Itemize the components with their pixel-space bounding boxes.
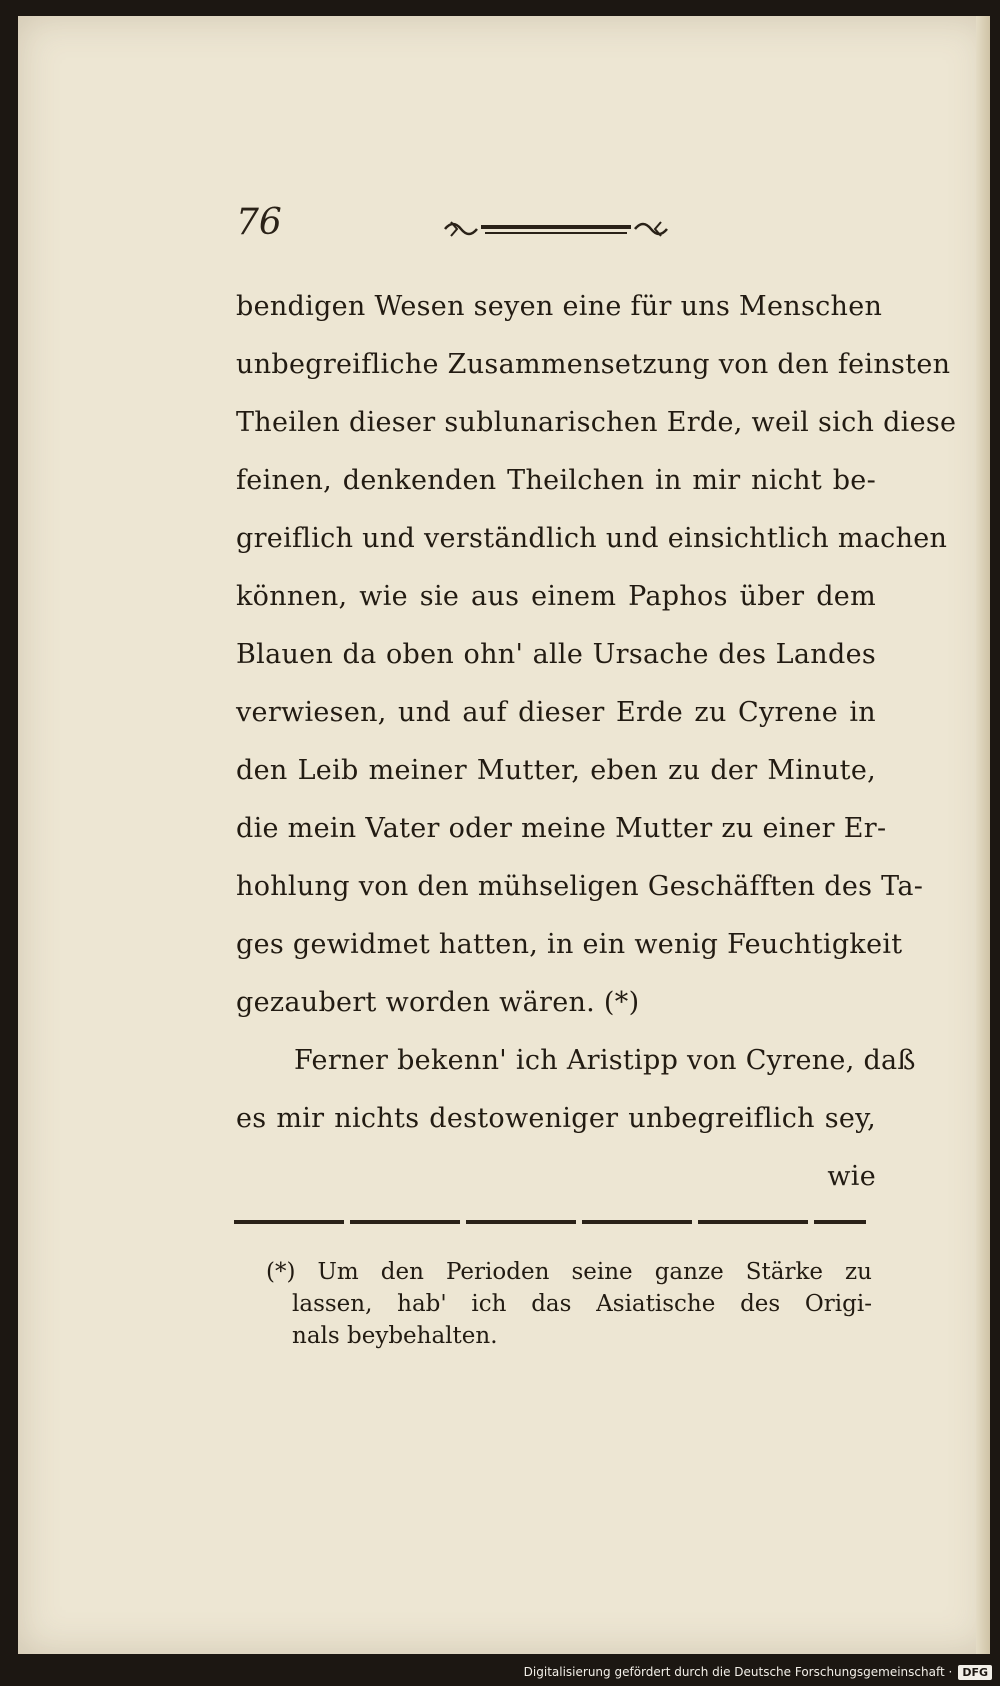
body-text: [236, 278, 957, 1206]
text-line: greiflich und verständlich und einsichtlich machen: [236, 523, 948, 554]
text-line: verwiesen, und auf dieser Erde zu Cyrene in: [236, 697, 876, 728]
text-line: Blauen da oben ohn' alle Ursache des Landes: [236, 639, 876, 670]
text-line: Theilen dieser sublunarischen Erde, weil sich diese: [236, 407, 957, 438]
footnote: [266, 1256, 872, 1352]
text-line: können, wie sie aus einem Paphos über dem: [236, 581, 876, 612]
text-line: es mir nichts destoweniger unbegreiflich sey,: [236, 1103, 876, 1134]
book-page: [18, 16, 990, 1654]
text-line: feinen, denkenden Theilchen in mir nicht be-: [236, 465, 876, 496]
dfg-logo: DFG: [958, 1665, 992, 1680]
text-line: die mein Vater oder meine Mutter zu einer Er-: [236, 813, 887, 844]
page-header: [236, 202, 876, 252]
text-line: den Leib meiner Mutter, eben zu der Minute,: [236, 755, 876, 786]
credit-text: Digitalisierung gefördert durch die Deutsche Forschungsgemeinschaft ·: [523, 1665, 953, 1679]
page-edge: [976, 16, 990, 1654]
text-line: hohlung von den mühseligen Geschäfften des Ta-: [236, 871, 924, 902]
digitization-credit: [524, 1662, 992, 1682]
footnote-line: nals beybehalten.: [292, 1323, 498, 1349]
text-line: gezaubert worden wären. (*): [236, 987, 640, 1018]
footnote-rule: [234, 1220, 866, 1224]
header-ornament: [441, 216, 671, 242]
catchword: wie: [827, 1161, 876, 1192]
footnote-line: (*) Um den Perioden seine ganze Stärke zu: [266, 1259, 872, 1285]
text-line: bendigen Wesen seyen eine für uns Menschen: [236, 291, 883, 322]
text-line: unbegreifliche Zusammensetzung von den feinsten: [236, 349, 951, 380]
text-line: Ferner bekenn' ich Aristipp von Cyrene, daß: [294, 1045, 916, 1076]
page-number: 76: [236, 202, 282, 243]
text-line: ges gewidmet hatten, in ein wenig Feuchtigkeit: [236, 929, 903, 960]
footnote-line: lassen, hab' ich das Asiatische des Origi-: [292, 1291, 872, 1317]
